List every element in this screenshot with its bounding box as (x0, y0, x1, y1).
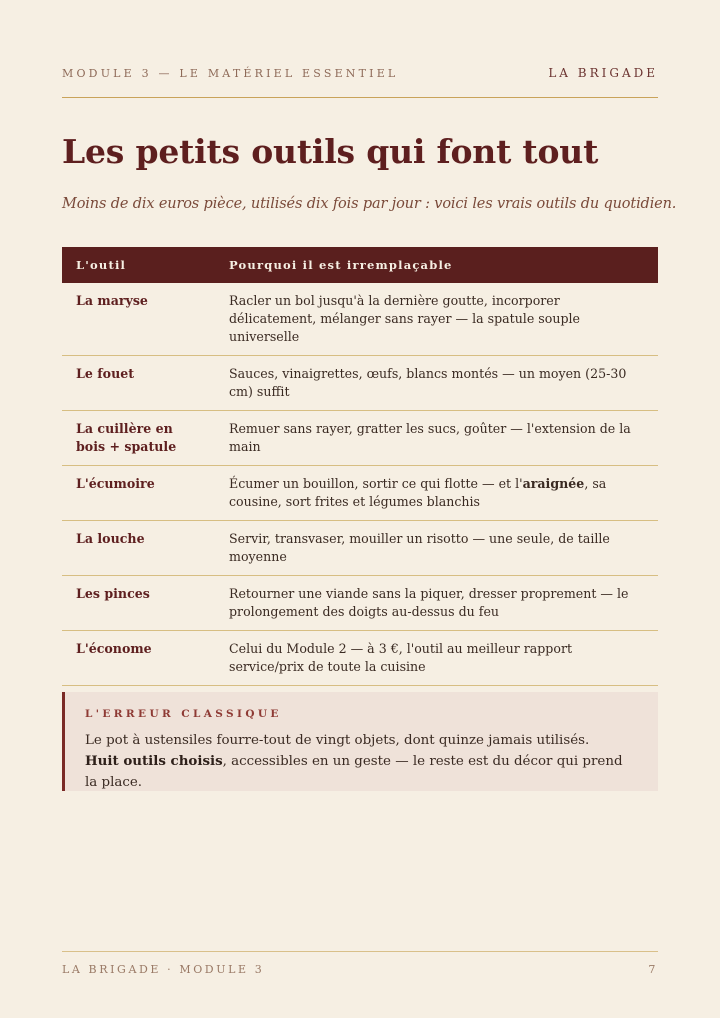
page-number: 7 (648, 963, 658, 976)
table-header-row (62, 247, 658, 283)
tool-reason (229, 466, 658, 521)
tool-reason: Servir, transvaser, mouiller un risotto — une seule, de taille moyenne (229, 521, 658, 576)
tool-reason: Celui du Module 2 — à 3 €, l'outil au meilleur rapport service/prix de toute la cuisine (229, 631, 658, 686)
footer-label: LA BRIGADE · MODULE 3 (62, 963, 265, 976)
tool-name: La maryse (62, 283, 229, 356)
classic-mistake-callout (62, 692, 658, 791)
tools-table (62, 247, 658, 724)
table-row (62, 631, 658, 686)
tool-reason-part: Écumer un bouillon, sortir ce qui flotte — et l' (229, 476, 523, 491)
tool-name: L'économe (62, 631, 229, 686)
callout-text: Le pot à ustensiles fourre-tout de vingt objets, dont quinze jamais utilisés. (85, 733, 590, 748)
page-footer (62, 963, 658, 976)
tool-name: Le fouet (62, 356, 229, 411)
table-row (62, 411, 658, 466)
tool-reason: Retourner une viande sans la piquer, dresser proprement — le prolongement des doigts au-dessus du feu (229, 576, 658, 631)
tool-reason-part: , sa cousine, sort frites et légumes blanchis (229, 476, 607, 509)
tool-reason-emphasis: araignée (522, 476, 585, 491)
table-row (62, 466, 658, 521)
callout-text: , accessibles en un geste — le reste est du décor qui prend la place. (85, 754, 623, 790)
tool-reason: Sauces, vinaigrettes, œufs, blancs montés — un moyen (25-30 cm) suffit (229, 356, 658, 411)
footer-rule (62, 951, 658, 952)
tool-reason: Remuer sans rayer, gratter les sucs, goûter — l'extension de la main (229, 411, 658, 466)
tool-name: L'écumoire (62, 466, 229, 521)
callout-emphasis: Huit outils choisis (85, 753, 223, 769)
brand-label: LA BRIGADE (548, 66, 658, 80)
table-row (62, 576, 658, 631)
tool-name: Les pinces (62, 576, 229, 631)
callout-label: L'ERREUR CLASSIQUE (85, 708, 282, 720)
tool-reason: Racler un bol jusqu'à la dernière goutte, incorporer délicatement, mélanger sans rayer — la spatule souple universelle (229, 283, 658, 356)
table-row (62, 356, 658, 411)
column-header-why: Pourquoi il est irremplaçable (229, 247, 658, 283)
table-row (62, 521, 658, 576)
tool-name: La cuillère en bois + spatule (62, 411, 229, 466)
page-subtitle: Moins de dix euros pièce, utilisés dix fois par jour : voici les vrais outils du quotidien. (62, 196, 677, 212)
table-row (62, 283, 658, 356)
page-title: Les petits outils qui font tout (62, 132, 599, 171)
page (62, 0, 677, 1018)
module-label: MODULE 3 — LE MATÉRIEL ESSENTIEL (62, 66, 399, 80)
running-header (62, 66, 658, 80)
callout-body (85, 730, 625, 793)
tool-name: La louche (62, 521, 229, 576)
header-rule (62, 97, 658, 98)
column-header-tool: L'outil (62, 247, 229, 283)
